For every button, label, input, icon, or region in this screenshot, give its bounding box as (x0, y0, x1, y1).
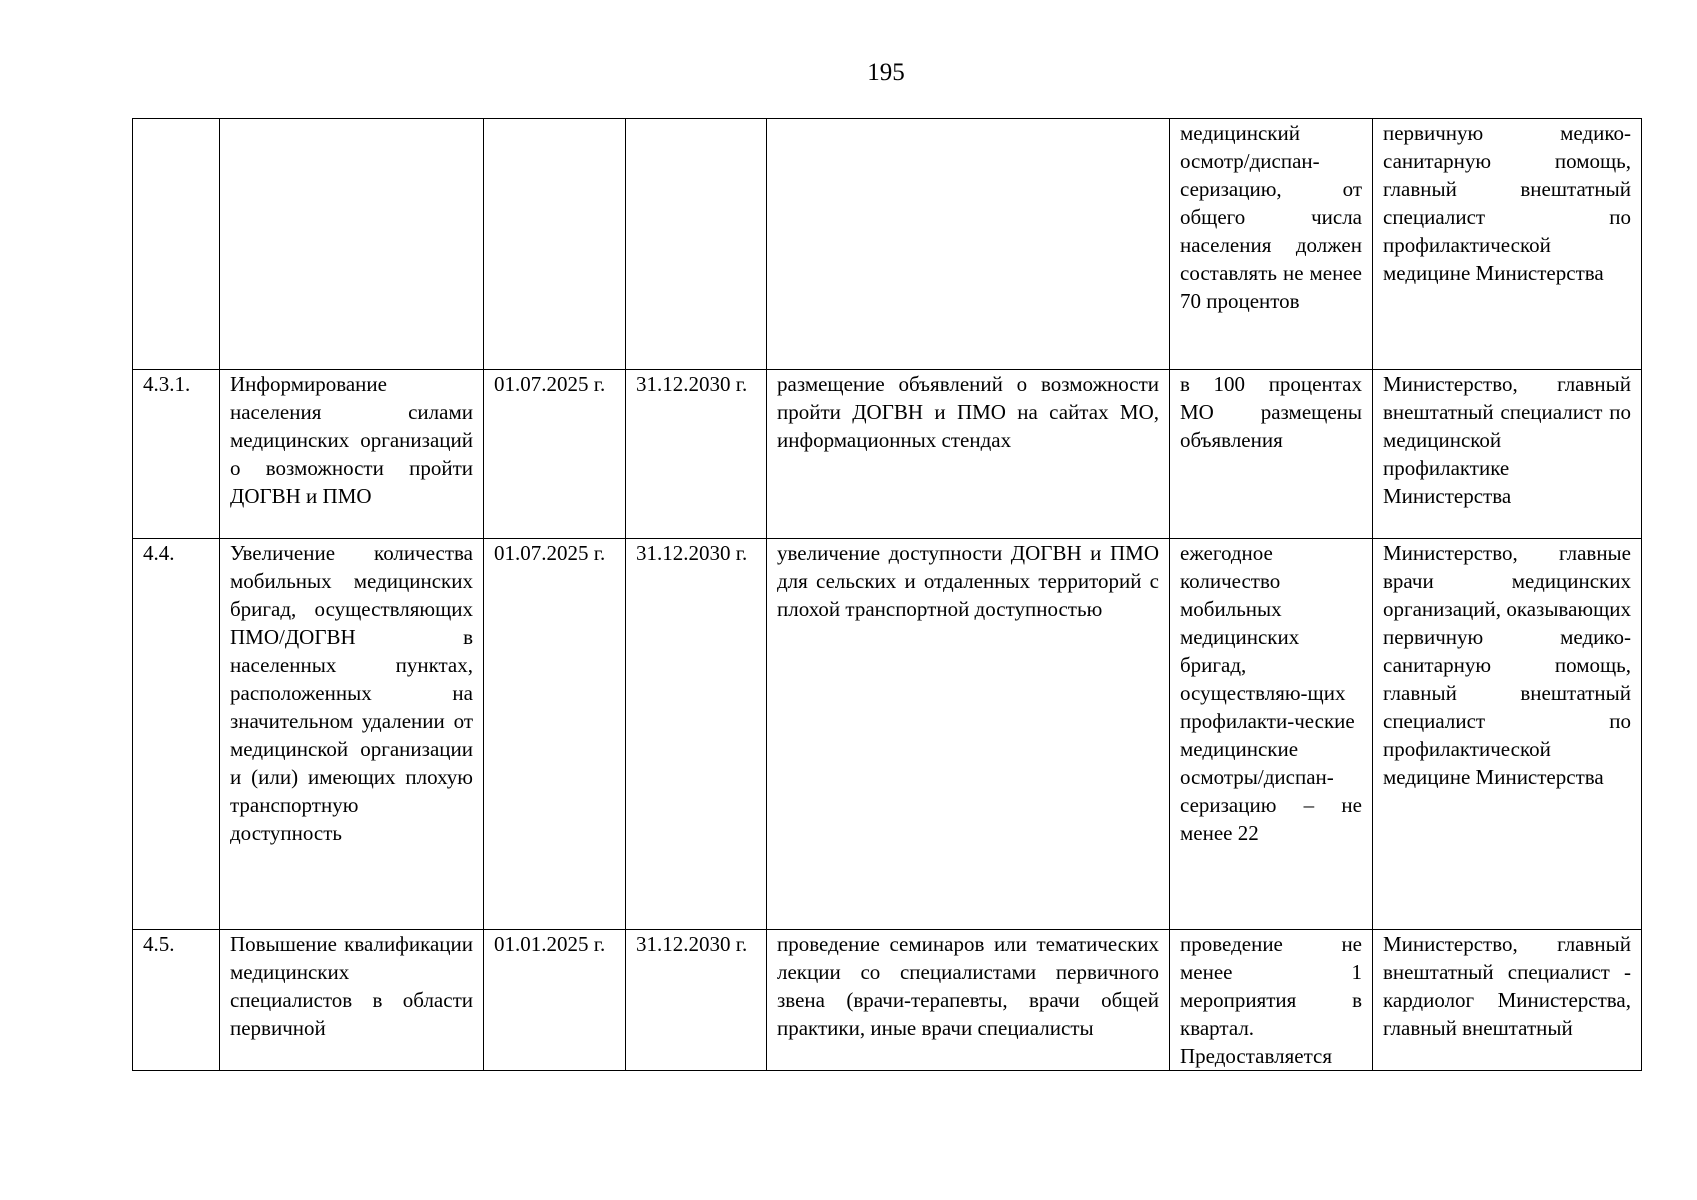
event-title-cell (220, 119, 484, 370)
end-date-cell: 31.12.2030 г. (626, 930, 767, 1071)
page-number: 195 (867, 59, 905, 86)
table-row (133, 370, 1642, 539)
start-date-cell: 01.07.2025 г. (484, 370, 626, 539)
responsible-cell: Министерство, главный внештатный специалист - кардиолог Министерства, главный внештатный (1373, 930, 1642, 1071)
end-date-cell (626, 119, 767, 370)
indicator-cell: медицинский осмотр/диспан-серизацию, от общего числа населения должен составлять не менее 70 процентов (1170, 119, 1373, 370)
item-number-cell: 4.3.1. (133, 370, 220, 539)
event-title-cell: Увеличение количества мобильных медицинских бригад, осуществляющих ПМО/ДОГВН в населенных пунктах, расположенных на значительном удалении от медицинской организации и (или) имеющих плохую транспортную доступность (220, 539, 484, 930)
item-number-cell (133, 119, 220, 370)
expected-result-cell: увеличение доступности ДОГВН и ПМО для сельских и отдаленных территорий с плохой транспортной доступностью (767, 539, 1170, 930)
expected-result-cell: размещение объявлений о возможности пройти ДОГВН и ПМО на сайтах МО, информационных стендах (767, 370, 1170, 539)
end-date-cell: 31.12.2030 г. (626, 370, 767, 539)
indicator-cell: проведение не менее 1 мероприятия в квартал. Предоставляется (1170, 930, 1373, 1071)
action-plan-table (132, 118, 1642, 1071)
item-number-cell: 4.4. (133, 539, 220, 930)
responsible-cell: Министерство, главный внештатный специалист по медицинской профилактике Министерства (1373, 370, 1642, 539)
item-number-cell: 4.5. (133, 930, 220, 1071)
start-date-cell (484, 119, 626, 370)
indicator-cell: в 100 процентах МО размещены объявления (1170, 370, 1373, 539)
responsible-cell: Министерство, главные врачи медицинских организаций, оказывающих первичную медико-санитарную помощь, главный внештатный специалист по профилактической медицине Министерства (1373, 539, 1642, 930)
end-date-cell: 31.12.2030 г. (626, 539, 767, 930)
start-date-cell: 01.07.2025 г. (484, 539, 626, 930)
table-row (133, 930, 1642, 1071)
table-row (133, 119, 1642, 370)
start-date-cell: 01.01.2025 г. (484, 930, 626, 1071)
event-title-cell: Информирование населения силами медицинских организаций о возможности пройти ДОГВН и ПМО (220, 370, 484, 539)
indicator-cell: ежегодное количество мобильных медицинских бригад, осуществляю-щих профилакти-ческие медицинские осмотры/диспан-серизацию – не менее 22 (1170, 539, 1373, 930)
table-row (133, 539, 1642, 930)
expected-result-cell (767, 119, 1170, 370)
responsible-cell: первичную медико-санитарную помощь, главный внештатный специалист по профилактической медицине Министерства (1373, 119, 1642, 370)
expected-result-cell: проведение семинаров или тематических лекции со специалистами первичного звена (врачи-терапевты, врачи общей практики, иные врачи специалисты (767, 930, 1170, 1071)
event-title-cell: Повышение квалификации медицинских специалистов в области первичной (220, 930, 484, 1071)
